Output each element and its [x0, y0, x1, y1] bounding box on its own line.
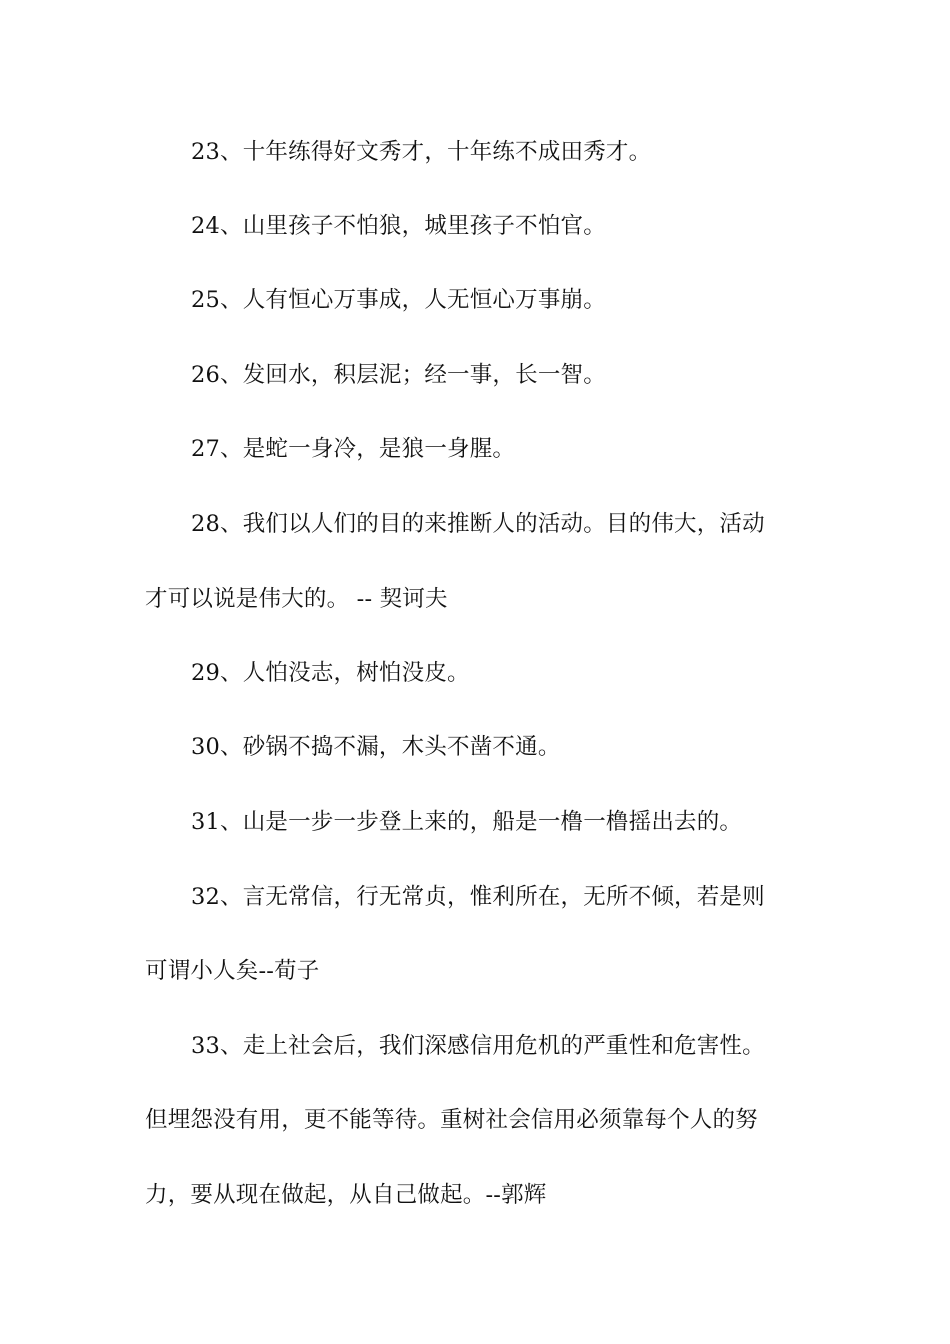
text-line: 26、发回水，积层泥；经一事，长一智。	[191, 362, 606, 388]
text-line: 25、人有恒心万事成，人无恒心万事崩。	[191, 287, 606, 313]
text-line: 28、我们以人们的目的来推断人的活动。目的伟大，活动	[191, 511, 765, 537]
text-line: 33、走上社会后，我们深感信用危机的严重性和危害性。	[191, 1033, 765, 1059]
text-line: 27、是蛇一身冷，是狼一身腥。	[191, 436, 516, 462]
text-line: 才可以说是伟大的。 -- 契诃夫	[145, 586, 448, 612]
text-line: 29、人怕没志，树怕没皮。	[191, 660, 470, 686]
text-line: 力，要从现在做起，从自己做起。--郭辉	[145, 1182, 547, 1208]
text-line: 32、言无常信，行无常贞，惟利所在，无所不倾，若是则	[191, 884, 765, 910]
text-line: 30、砂锅不捣不漏，木头不凿不通。	[191, 734, 561, 760]
text-line: 但埋怨没有用，更不能等待。重树社会信用必须靠每个人的努	[145, 1107, 758, 1133]
text-line: 24、山里孩子不怕狼，城里孩子不怕官。	[191, 213, 606, 239]
text-line: 可谓小人矣--荀子	[145, 958, 320, 984]
text-line: 23、十年练得好文秀才，十年练不成田秀才。	[191, 139, 652, 165]
text-line: 31、山是一步一步登上来的，船是一橹一橹摇出去的。	[191, 809, 743, 835]
